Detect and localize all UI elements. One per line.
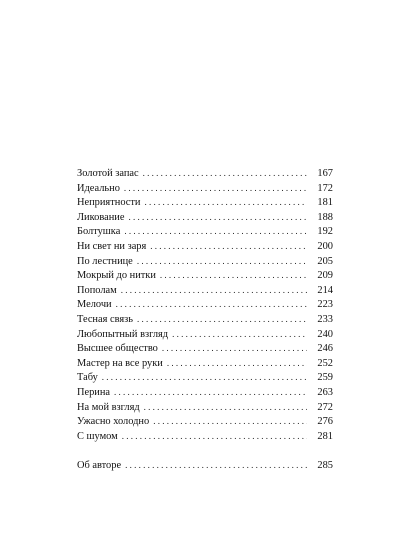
toc-leader-dots [153, 414, 307, 429]
toc-section-gap [77, 443, 333, 458]
toc-entry-title: Мастер на все руки [77, 357, 163, 369]
toc-entry [77, 327, 333, 342]
toc-entry-title: Тесная связь [77, 313, 133, 325]
toc-entry [77, 210, 333, 225]
toc-entry-title: Ликование [77, 211, 125, 223]
toc-entry [77, 414, 333, 429]
toc-leader-dots [114, 385, 307, 400]
toc-leader-dots [128, 210, 307, 225]
toc-entry [77, 312, 333, 327]
toc-entry-page: 172 [317, 182, 333, 194]
toc-leader-dots [150, 239, 307, 254]
toc-entry-page: 205 [317, 255, 333, 267]
toc-leader-dots [116, 297, 307, 312]
toc-appendix-list [77, 458, 333, 473]
toc-entry-title: Золотой запас [77, 168, 139, 179]
toc-entry-title: Неприятности [77, 197, 141, 209]
toc-entry-about-author [77, 458, 333, 473]
toc-entry [77, 400, 333, 415]
toc-leader-dots [160, 268, 307, 283]
toc-entry-title: Пополам [77, 284, 117, 296]
toc-entry-page: 240 [317, 328, 333, 340]
toc-leader-dots [172, 327, 307, 342]
toc-entry [77, 268, 333, 283]
toc-entry-page: 281 [317, 430, 333, 442]
toc-entry-title: С шумом [77, 430, 118, 442]
toc-entry-title: Любопытный взгляд [77, 328, 169, 340]
toc-entry-page: 263 [317, 386, 333, 398]
toc-entry-page: 167 [317, 168, 333, 179]
toc-leader-dots [162, 341, 307, 356]
toc-entry [77, 385, 333, 400]
toc-leader-dots [124, 181, 307, 196]
toc-leader-dots [121, 283, 307, 298]
toc-entry-title: Мокрый до нитки [77, 270, 156, 282]
toc-entry-title: Мелочи [77, 299, 112, 311]
toc-entry [77, 254, 333, 269]
toc-leader-dots [144, 195, 307, 210]
toc-entry-title: Ужасно холодно [77, 416, 150, 428]
toc-entry-title: На мой взгляд [77, 401, 140, 413]
toc-leader-dots [137, 254, 307, 269]
toc-entry-title: Ни свет ни заря [77, 240, 147, 252]
toc-leader-dots [144, 400, 307, 415]
toc-leader-dots [125, 458, 307, 473]
toc-entry [77, 181, 333, 196]
toc-entry [77, 356, 333, 371]
toc-entry-title: Об авторе [77, 460, 122, 472]
toc-entry-page: 200 [317, 240, 333, 252]
toc-entry-title: По лестнице [77, 255, 133, 267]
toc-entry-page: 188 [317, 211, 333, 223]
toc-entry-title: Перина [77, 386, 111, 398]
toc-entry-title: Болтушка [77, 226, 121, 238]
toc-entry-page: 272 [317, 401, 333, 413]
toc-entry [77, 429, 333, 444]
toc-entry-page: 192 [317, 226, 333, 238]
toc-entry-page: 276 [317, 416, 333, 428]
toc-entry-page: 223 [317, 299, 333, 311]
toc-leader-dots [102, 370, 307, 385]
toc-entry-title: Табу [77, 372, 98, 384]
toc-entry-page: 285 [317, 460, 333, 472]
toc-entry-page: 259 [317, 372, 333, 384]
toc-leader-dots [124, 224, 307, 239]
toc-entry [77, 195, 333, 210]
toc-entry [77, 283, 333, 298]
toc-entry [77, 224, 333, 239]
toc-leader-dots [143, 166, 307, 181]
toc-leader-dots [137, 312, 307, 327]
toc-entry-page: 246 [317, 343, 333, 355]
toc-entry-title: Высшее общество [77, 343, 158, 355]
toc-leader-dots [122, 429, 307, 444]
toc-main-list [77, 166, 333, 443]
toc-entry-page: 214 [317, 284, 333, 296]
toc-entry [77, 370, 333, 385]
toc-entry [77, 239, 333, 254]
toc-entry [77, 166, 333, 181]
table-of-contents [77, 166, 333, 473]
toc-leader-dots [167, 356, 307, 371]
toc-entry-title: Идеально [77, 182, 120, 194]
toc-entry [77, 297, 333, 312]
toc-entry-page: 252 [317, 357, 333, 369]
toc-entry-page: 181 [317, 197, 333, 209]
toc-entry-page: 233 [317, 313, 333, 325]
toc-entry-page: 209 [317, 270, 333, 282]
toc-entry [77, 341, 333, 356]
